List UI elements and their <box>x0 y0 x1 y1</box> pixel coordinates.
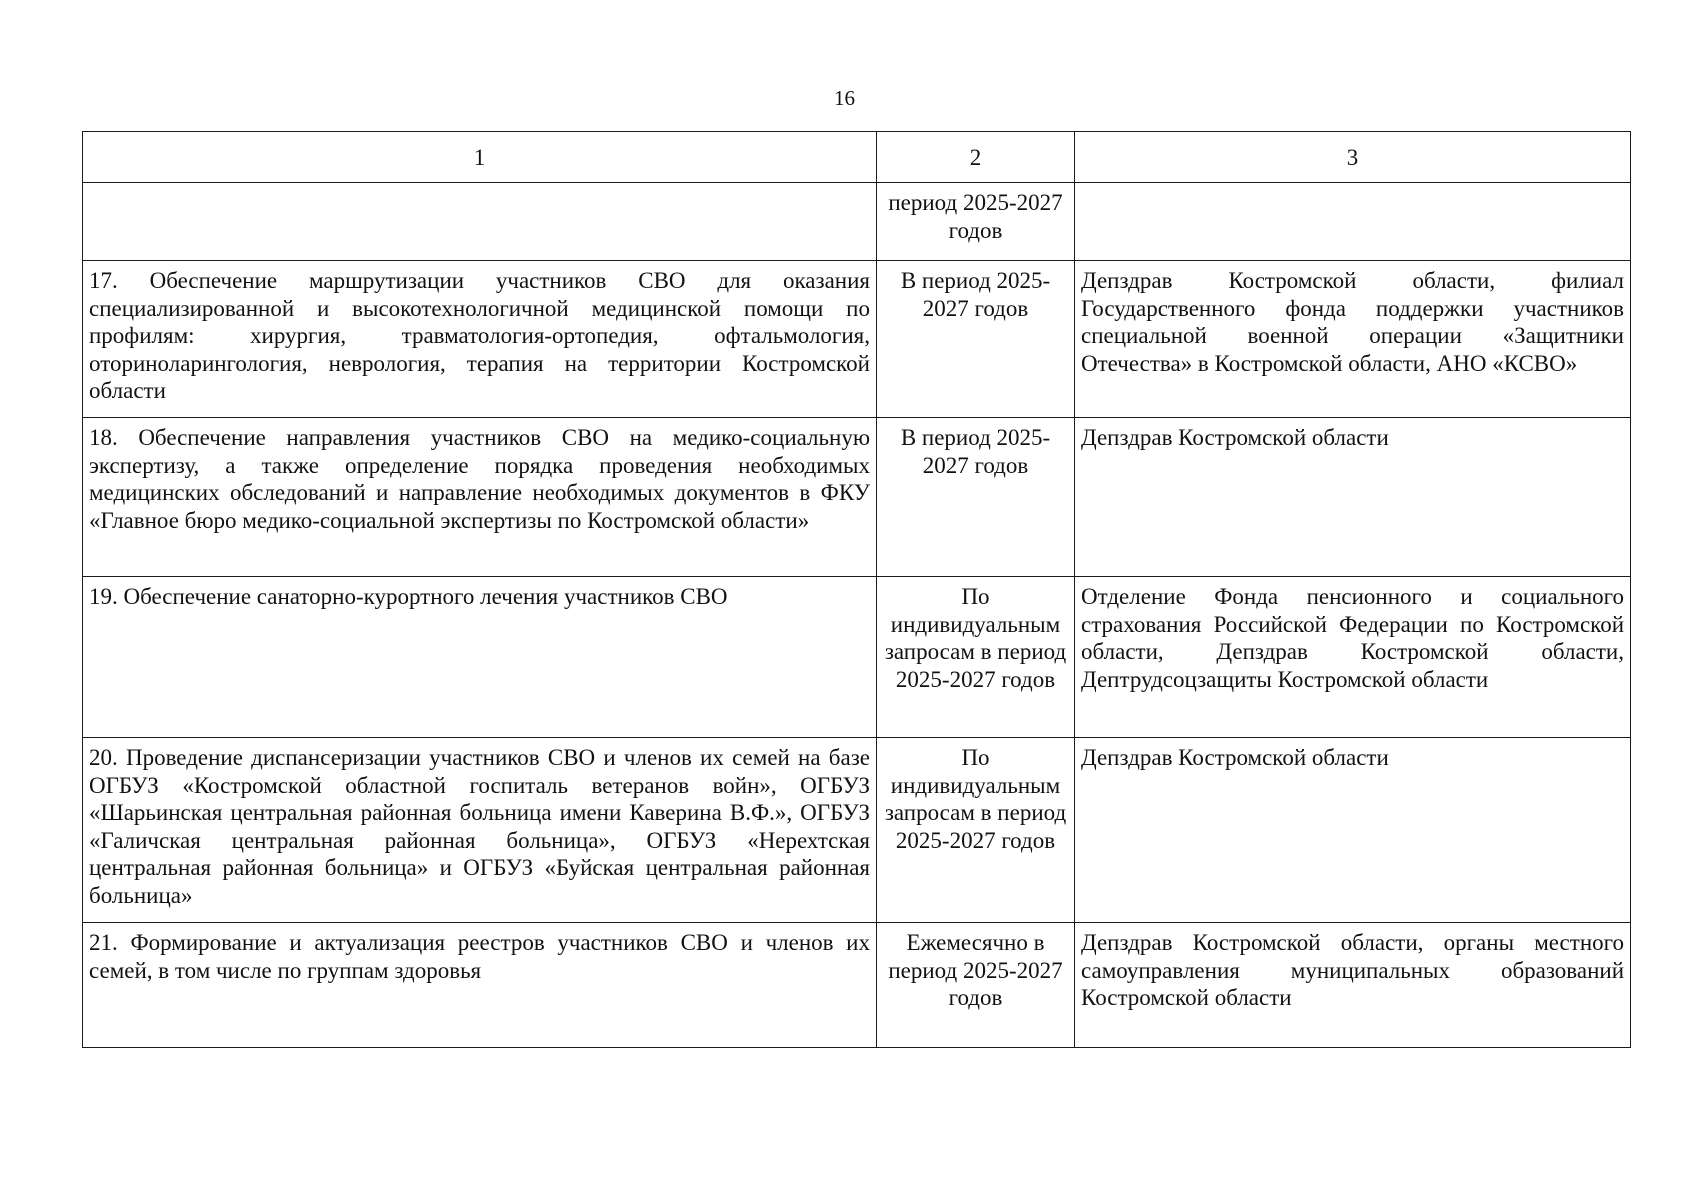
measures-table <box>82 131 1631 1048</box>
table-row <box>83 261 1631 418</box>
table-header-row <box>83 132 1631 183</box>
column-header-2: 2 <box>877 132 1075 183</box>
responsible-cell: Депздрав Костромской области <box>1075 738 1631 923</box>
period-cell: Ежемесячно в период 2025-2027 годов <box>877 923 1075 1048</box>
measure-cell: 17. Обеспечение маршрутизации участников СВО для оказания специализированной и высокотехнологичной медицинской помощи по профилям: хирургия, травматология-ортопедия, офтальмология, оториноларингология, неврология, терапия на территории Костромской области <box>83 261 877 418</box>
measure-cell: 21. Формирование и актуализация реестров участников СВО и членов их семей, в том числе по группам здоровья <box>83 923 877 1048</box>
measure-cell: 19. Обеспечение санаторно-курортного лечения участников СВО <box>83 577 877 738</box>
responsible-cell <box>1075 183 1631 261</box>
table-row <box>83 923 1631 1048</box>
responsible-cell: Депздрав Костромской области <box>1075 418 1631 577</box>
responsible-cell: Депздрав Костромской области, органы местного самоуправления муниципальных образований Костромской области <box>1075 923 1631 1048</box>
measure-cell: 18. Обеспечение направления участников СВО на медико-социальную экспертизу, а также определение порядка проведения необходимых медицинских обследований и направление необходимых документов в ФКУ «Главное бюро медико-социальной экспертизы по Костромской области» <box>83 418 877 577</box>
period-cell: По индивидуальным запросам в период 2025-2027 годов <box>877 577 1075 738</box>
period-cell: По индивидуальным запросам в период 2025-2027 годов <box>877 738 1075 923</box>
table-row <box>83 183 1631 261</box>
responsible-cell: Отделение Фонда пенсионного и социального страхования Российской Федерации по Костромской области, Депздрав Костромской области, Дептрудсоцзащиты Костромской области <box>1075 577 1631 738</box>
period-cell: В период 2025-2027 годов <box>877 418 1075 577</box>
measure-cell <box>83 183 877 261</box>
table-row <box>83 418 1631 577</box>
responsible-cell: Депздрав Костромской области, филиал Государственного фонда поддержки участников специальной военной операции «Защитники Отечества» в Костромской области, АНО «КСВО» <box>1075 261 1631 418</box>
page-number: 16 <box>834 86 855 110</box>
table-row <box>83 577 1631 738</box>
column-header-3: 3 <box>1075 132 1631 183</box>
column-header-1: 1 <box>83 132 877 183</box>
measure-cell: 20. Проведение диспансеризации участников СВО и членов их семей на базе ОГБУЗ «Костромской областной госпиталь ветеранов войн», ОГБУЗ «Шарьинская центральная районная больница имени Каверина В.Ф.», ОГБУЗ «Галичская центральная районная больница», ОГБУЗ «Нерехтская центральная районная больница» и ОГБУЗ «Буйская центральная районная больница» <box>83 738 877 923</box>
period-cell: период 2025-2027 годов <box>877 183 1075 261</box>
period-cell: В период 2025-2027 годов <box>877 261 1075 418</box>
table-row <box>83 738 1631 923</box>
